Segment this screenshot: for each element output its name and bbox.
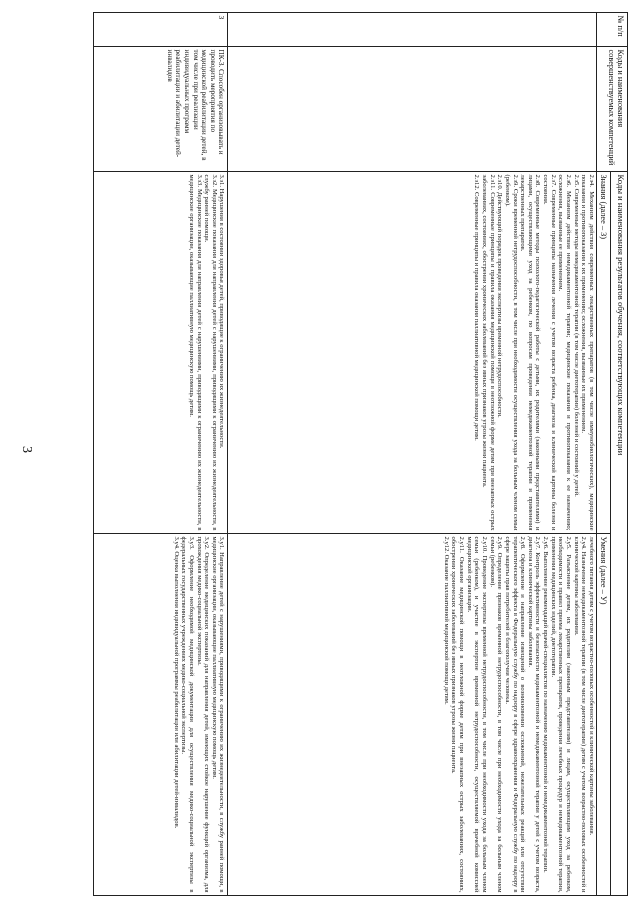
skills-cell	[94, 534, 228, 896]
knowledge-item: 2.з10. Действующий порядок проведения экспертизы временной нетрудоспособности.	[496, 174, 504, 418]
knowledge-item: 2.з4. Механизм действия современных лекарственных препаратов (в том числе иммунобиологических), медицинские показания и противопоказания к их применению; осложнения, вызванные их применением.	[580, 174, 595, 531]
header-learning-outcomes: Коды и наименования результатов обучения, соответствующих компетенции	[611, 172, 628, 896]
skills-item: 2.у7. Контроль эффективности и безопасности медикаментозной и немедикаментозной терапии у детей с учетом возраста, диагноза и клинической картины заболевания.	[526, 536, 542, 893]
skills-item: 3.у3. Оформление необходимой медицинской документации для осуществления медико-социальной экспертизы в федеральных государственных учреждениях медико-социальной экспертизы.	[180, 536, 195, 893]
skills-item: 2.у9. Определение признаков временной нетрудоспособности, в том числе при необходимости ухода за больным членом семьи (ребенком).	[488, 536, 504, 893]
skills-item: 2.у12. Оказание паллиативной медицинской помощи детям.	[442, 536, 450, 705]
header-skills: Умения (далее – У)	[597, 534, 611, 896]
knowledge-item: 3.з2. Медицинские показания для направления детей с нарушениями, приводящими к ограничению их жизнедеятельности, в службу ранней помощи.	[203, 174, 218, 531]
knowledge-item: 2.з8. Современные методы психолого-педагогической работы с детьми, их родителями (законными представителями) и лицами, осуществляющими уход за ребенком, по вопросам проведения немедикаментозной терапии и применения лекарственных препаратов.	[519, 174, 542, 531]
header-competence-code: Коды и наименования совершенствуемых компетенций	[597, 47, 628, 172]
competence-cell: ПК-3. Способен организовывать и проводить мероприятия по медицинской реабилитации детей, в том числе при реализации индивидуальных программ реабилитации и абилитации детей-инвалидов	[94, 47, 228, 172]
knowledge-item: 2.з6. Механизм действия немедикаментозной терапии; медицинские показания и противопоказания к ее назначению; осложнения, вызванные ее применением.	[557, 174, 573, 531]
skills-item: 2.у8. Оформление и направление извещений о возникновении осложнений, нежелательных реакций или отсутствии терапевтического эффекта в Федеральную службу по надзору в сфере здравоохранения и Федеральную службу по надзору в сфере защиты прав потребителей и благополучия человека.	[503, 536, 527, 893]
knowledge-item: 2.з5. Современные методы немедикаментозной терапии (в том числе диетотерапии) болезней и состояний у детей.	[572, 174, 580, 497]
skills-item: 2.у5. Разъяснение детям, их родителям (законным представителям) и лицам, осуществляющим уход за ребенком, необходимости и правил приема лекарственных препаратов, проведения лечебных процедур и немедикаментозной терапии, применения медицинских изделий, диетотерапии.	[549, 536, 573, 893]
competencies-table	[93, 12, 628, 896]
knowledge-cell	[227, 172, 596, 534]
page-number: 3	[19, 446, 34, 453]
skills-item: 3.у2. Определение медицинских показаний для направления детей, имеющих стойкое нарушение функций организма, для прохождения медико-социальной экспертизы.	[195, 536, 211, 893]
row-number: 3	[94, 13, 228, 47]
table-row	[94, 13, 228, 896]
competence-cell	[227, 47, 596, 172]
knowledge-cell	[94, 172, 228, 534]
skills-item: 2.у10. Проведение экспертизы временной нетрудоспособности, в том числе при необходимости ухода за больным членом семьи (ребенком), и участие в экспертизе временной нетрудоспособности, осуществляемой врачебной комиссией медицинской организации.	[465, 536, 488, 893]
skills-item: 3.у4. Оценка выполнения индивидуальной программы реабилитации или абилитации детей-инвалидов.	[172, 536, 180, 829]
knowledge-item: 2.з7. Современные принципы назначения лечения с учетом возраста ребенка, диагноза и клинической картины болезни и состояния.	[542, 174, 557, 531]
knowledge-item: 3.з1. Нарушения в состоянии здоровья детей, приводящие к ограничению их жизнедеятельности.	[218, 174, 226, 449]
header-number: № п/п	[597, 13, 628, 47]
knowledge-item: 3.з3. Медицинские показания для направления детей с нарушениями, приводящими к ограничению их жизнедеятельности, в медицинские организации, оказывающие паллиативную медицинскую помощь детям.	[187, 174, 203, 531]
skills-cell	[227, 534, 596, 896]
table-row	[227, 13, 596, 896]
header-knowledge: Знания (далее – З)	[597, 172, 611, 534]
skills-item: 2.у4. Назначение немедикаментозной терапии (в том числе диетотерапии) детям с учетом возрастно-половых особенностей и клинической картины заболевания.	[572, 536, 588, 893]
skills-item: 2.у6. Выполнение рекомендаций врачей-специалистов по назначению медикаментозной и немедикаментозной терапии.	[542, 536, 550, 873]
knowledge-item: 2.з12. Современные принципы и правила оказания паллиативной медицинской помощи детям.	[473, 174, 481, 441]
skills-item: 2.у11. Оказание медицинской помощи в неотложной форме детям при внезапных острых заболеваниях, состояниях, обострении хронических заболеваний без явных признаков угрозы жизни пациента.	[450, 536, 466, 893]
skills-item: лечебного питания детям с учетом возрастно-половых особенностей и клинической картины заболевания.	[587, 536, 595, 836]
skills-item: 3.у1. Направление детей с нарушениями, приводящими к ограничению их жизнедеятельности, в службу ранней помощи, в медицинские организации, оказывающие паллиативную медицинскую помощь детям.	[210, 536, 226, 893]
knowledge-item: 2.з9. Сроки временной нетрудоспособности, в том числе при необходимости осуществления ухода за больным членом семьи (ребенком).	[503, 174, 519, 531]
rotated-page	[93, 12, 628, 895]
knowledge-item: 2.з11. Современные принципы и правила оказания медицинской помощи в неотложной форме детям при внезапных острых заболеваниях, состояниях, обострении хронических заболеваний без явных признаков угрозы жизни пациента.	[481, 174, 496, 531]
row-number	[227, 13, 596, 47]
